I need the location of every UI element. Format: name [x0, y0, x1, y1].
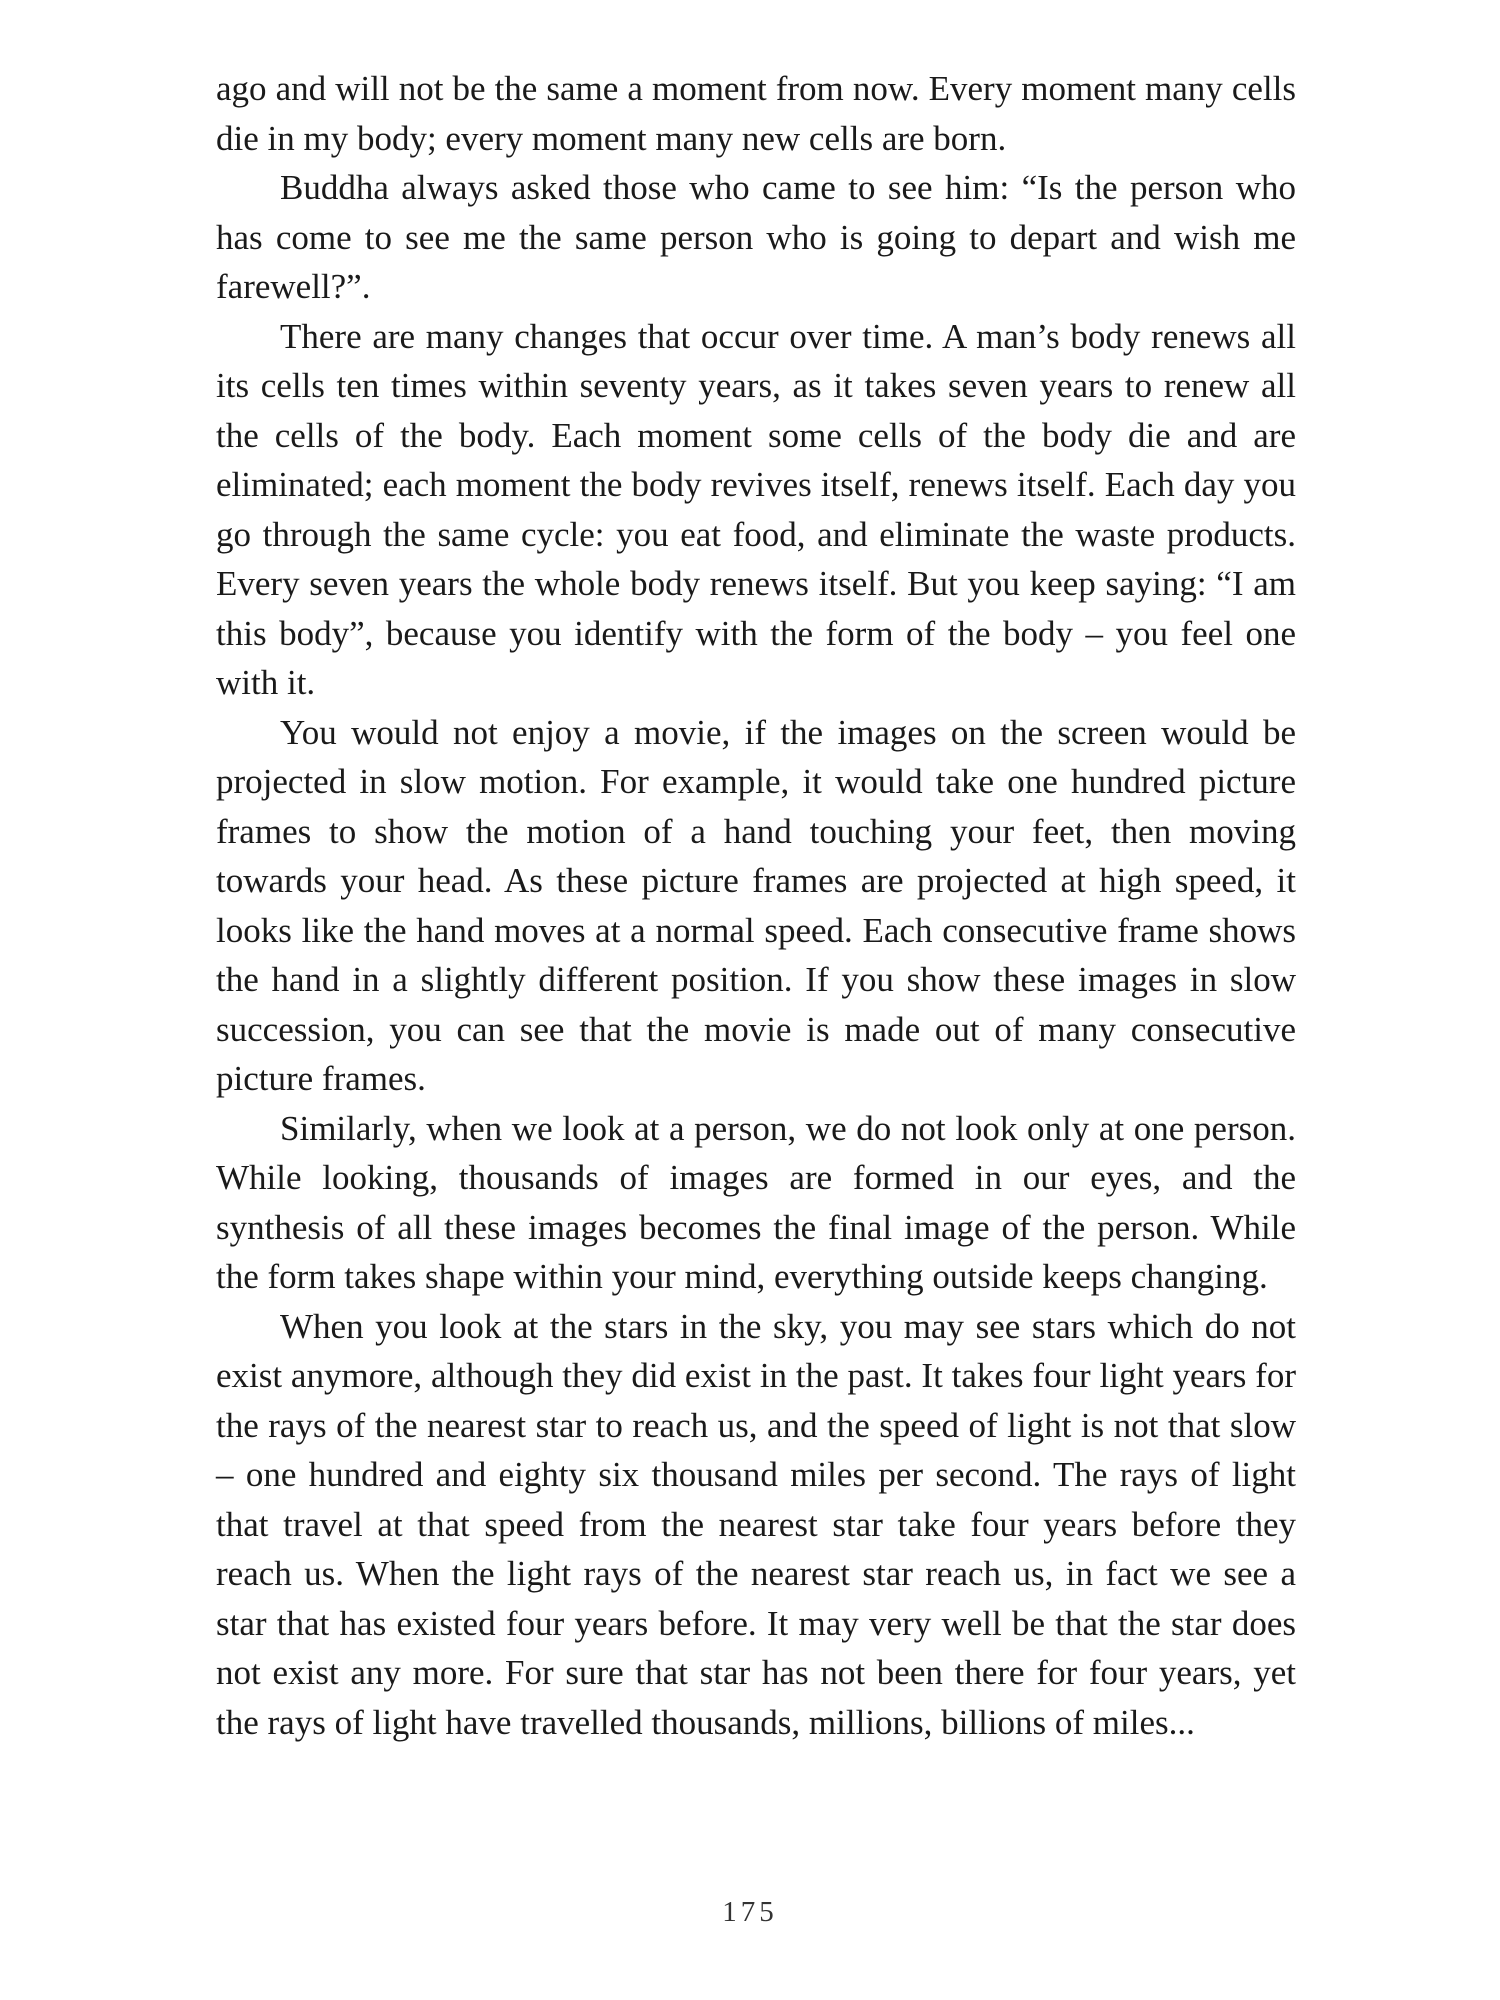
paragraph-person-images: Similarly, when we look at a person, we do not look only at one person. While looking, thousands of images are formed in our eyes, and the synthesis of all these images becomes the final image of the person. While the form takes shape within your mind, everything outside keeps changing. — [216, 1108, 1296, 1296]
paragraph-movie: You would not enjoy a movie, if the images on the screen would be projected in slow motion. For example, it would take one hundred picture frames to show the motion of a hand touching your feet, then moving towards your head. As these picture frames are projected at high speed, it looks like the hand moves at a normal speed. Each consecutive frame shows the hand in a slightly different position. If you show these images in slow succession, you can see that the movie is made out of many consecutive picture frames. — [216, 712, 1296, 1098]
paragraph-body-renewal: There are many changes that occur over time. A man’s body renews all its cells ten times within seventy years, as it takes seven years to renew all the cells of the body. Each moment some cells of the body die and are eliminated; each moment the body revives itself, renews itself. Each day you go through the same cycle: you eat food, and eliminate the waste products. Every seven years the whole body renews itself. But you keep saying: “I am this body”, because you identify with the form of the body – you feel one with it. — [216, 316, 1296, 702]
page-number: 175 — [722, 1896, 778, 1928]
page-body — [216, 64, 1296, 1747]
paragraph-buddha: Buddha always asked those who came to see him: “Is the person who has come to see me the same person who is going to depart and wish me farewell?”. — [216, 168, 1296, 306]
paragraph-continuation: ago and will not be the same a moment from now. Every moment many cells die in my body; every moment many new cells are born. — [216, 69, 1296, 158]
paragraph-stars: When you look at the stars in the sky, you may see stars which do not exist anymore, although they did exist in the past. It takes four light years for the rays of the nearest star to reach us, and the speed of light is not that slow – one hundred and eighty six thousand miles per second. The rays of light that travel at that speed from the nearest star take four years before they reach us. When the light rays of the nearest star reach us, in fact we see a star that has existed four years before. It may very well be that the star does not exist any more. For sure that star has not been there for four years, yet the rays of light have travelled thousands, millions, billions of miles... — [216, 1306, 1296, 1742]
